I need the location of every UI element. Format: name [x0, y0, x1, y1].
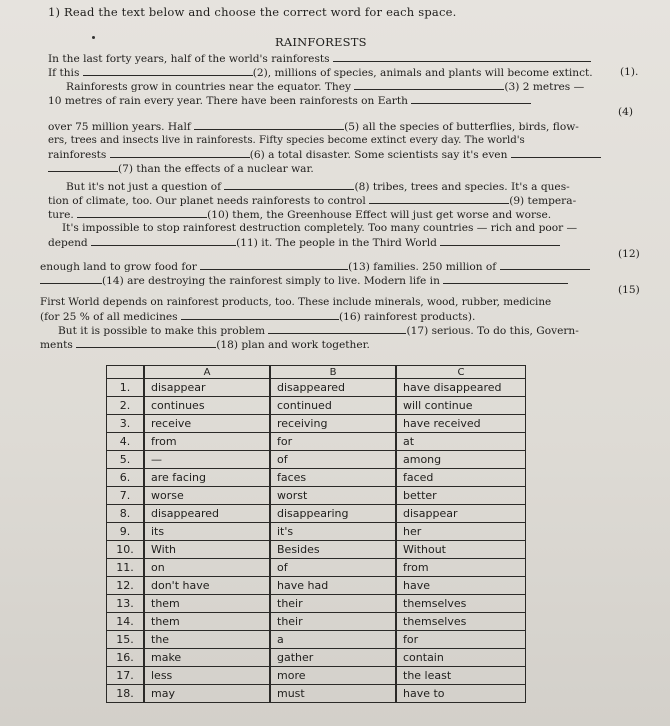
option-a[interactable]: don't have	[144, 577, 270, 595]
option-b[interactable]: disappearing	[270, 505, 396, 523]
answer-blank-15[interactable]	[443, 274, 568, 284]
passage-text: (17) serious. To do this, Govern-	[406, 325, 579, 337]
option-c[interactable]: Without	[396, 541, 526, 559]
answer-blank-16[interactable]	[181, 310, 339, 320]
option-b[interactable]: have had	[270, 577, 396, 595]
option-b[interactable]: of	[270, 451, 396, 469]
row-number: 5.	[107, 451, 145, 469]
row-number: 7.	[107, 487, 145, 505]
passage-text: (2), millions of species, animals and plants will become extinct.	[252, 67, 593, 79]
option-c[interactable]: themselves	[396, 613, 526, 631]
table-row	[107, 523, 526, 541]
answer-blank-10[interactable]	[77, 208, 207, 218]
passage-line	[48, 148, 601, 162]
table-row	[107, 433, 526, 451]
row-number: 1.	[107, 379, 145, 397]
passage-text: If this	[48, 67, 80, 79]
answer-blank-2[interactable]	[83, 66, 253, 76]
option-b[interactable]: Besides	[270, 541, 396, 559]
table-row	[107, 613, 526, 631]
table-row	[107, 685, 526, 703]
option-a[interactable]: continues	[144, 397, 270, 415]
option-b[interactable]: their	[270, 613, 396, 631]
option-a[interactable]: from	[144, 433, 270, 451]
column-a-header: A	[144, 366, 270, 379]
passage-text: (18) plan and work together.	[216, 339, 370, 351]
row-number: 2.	[107, 397, 145, 415]
option-c[interactable]: faced	[396, 469, 526, 487]
option-a[interactable]: the	[144, 631, 270, 649]
answer-blank-7[interactable]	[511, 148, 601, 158]
answer-blank-9[interactable]	[369, 194, 509, 204]
passage-text: (12)	[618, 248, 640, 260]
option-c[interactable]: for	[396, 631, 526, 649]
row-number: 4.	[107, 433, 145, 451]
row-number: 11.	[107, 559, 145, 577]
passage-line	[48, 162, 314, 176]
option-b[interactable]: receiving	[270, 415, 396, 433]
passage-text: (13) families. 250 million of	[348, 261, 497, 273]
row-number: 9.	[107, 523, 145, 541]
passage-text: (14) are destroying the rainforest simply to live. Modern life in	[102, 275, 440, 287]
number-header	[107, 366, 145, 379]
passage-line	[40, 274, 568, 288]
option-c[interactable]: contain	[396, 649, 526, 667]
passage-line	[48, 52, 591, 66]
option-a[interactable]: make	[144, 649, 270, 667]
answer-blank-17[interactable]	[268, 324, 406, 334]
option-b[interactable]: their	[270, 595, 396, 613]
passage-line	[48, 208, 551, 222]
passage-line	[48, 236, 560, 250]
table-header-row	[107, 366, 526, 379]
passage-line	[48, 194, 576, 208]
option-b[interactable]: continued	[270, 397, 396, 415]
row-number: 18.	[107, 685, 145, 703]
option-b[interactable]: disappeared	[270, 379, 396, 397]
pen-mark	[92, 36, 95, 39]
passage-text: ments	[40, 339, 73, 351]
option-c[interactable]: her	[396, 523, 526, 541]
column-b-header: B	[270, 366, 396, 379]
passage-text: enough land to grow food for	[40, 261, 197, 273]
passage-line	[40, 260, 590, 274]
row-number: 8.	[107, 505, 145, 523]
row-number: 6.	[107, 469, 145, 487]
option-a[interactable]: them	[144, 595, 270, 613]
row-number: 17.	[107, 667, 145, 685]
option-a[interactable]: less	[144, 667, 270, 685]
option-a[interactable]: are facing	[144, 469, 270, 487]
passage-text: (10) them, the Greenhouse Effect will just get worse and worse.	[207, 209, 552, 221]
option-c[interactable]: from	[396, 559, 526, 577]
option-c[interactable]: have	[396, 577, 526, 595]
option-b[interactable]: faces	[270, 469, 396, 487]
table-row	[107, 649, 526, 667]
option-c[interactable]: better	[396, 487, 526, 505]
table-row	[107, 505, 526, 523]
option-c[interactable]: disappear	[396, 505, 526, 523]
passage-text: (4)	[618, 106, 634, 118]
passage-text: (1).	[620, 66, 639, 78]
passage-line	[40, 338, 370, 352]
answer-blank-14b[interactable]	[40, 274, 102, 284]
option-b[interactable]: must	[270, 685, 396, 703]
row-number: 12.	[107, 577, 145, 595]
passage-text: (6) a total disaster. Some scientists say it's even	[249, 149, 508, 161]
option-a[interactable]: them	[144, 613, 270, 631]
passage-text: But it's not just a question of	[66, 181, 222, 193]
option-c[interactable]: have to	[396, 685, 526, 703]
table-row	[107, 559, 526, 577]
table-row	[107, 667, 526, 685]
option-b[interactable]: gather	[270, 649, 396, 667]
option-b[interactable]: more	[270, 667, 396, 685]
option-c[interactable]: themselves	[396, 595, 526, 613]
option-a[interactable]: its	[144, 523, 270, 541]
passage-line	[66, 180, 570, 194]
passage-text: (3) 2 metres —	[504, 81, 585, 93]
table-row	[107, 397, 526, 415]
passage-text: 10 metres of rain every year. There have been rainforests on Earth	[48, 95, 408, 107]
passage-line	[48, 66, 593, 80]
answer-blank-5[interactable]	[194, 120, 344, 130]
row-number: 13.	[107, 595, 145, 613]
passage-text: (for 25 % of all medicines	[40, 311, 178, 323]
option-c[interactable]: at	[396, 433, 526, 451]
passage-title: RAINFORESTS	[275, 35, 367, 49]
exercise-heading: 1) Read the text below and choose the correct word for each space.	[48, 5, 457, 19]
passage-text: (8) tribes, trees and species. It's a ques-	[354, 181, 570, 193]
option-a[interactable]: may	[144, 685, 270, 703]
option-c[interactable]: have disappeared	[396, 379, 526, 397]
answer-blank-14[interactable]	[500, 260, 590, 270]
option-a[interactable]: disappear	[144, 379, 270, 397]
answer-blank-11[interactable]	[91, 236, 236, 246]
table-row	[107, 631, 526, 649]
passage-text: rainforests	[48, 149, 107, 161]
passage-text: over 75 million years. Half	[48, 121, 191, 133]
answer-blank-8[interactable]	[224, 180, 354, 190]
row-number: 3.	[107, 415, 145, 433]
option-b[interactable]: of	[270, 559, 396, 577]
option-c[interactable]: will continue	[396, 397, 526, 415]
options-body	[107, 379, 526, 703]
table-row	[107, 577, 526, 595]
option-a[interactable]: With	[144, 541, 270, 559]
passage-text: But it is possible to make this problem	[58, 325, 266, 337]
passage-text: ture.	[48, 209, 74, 221]
answer-blank-18[interactable]	[76, 338, 216, 348]
table-row	[107, 541, 526, 559]
answer-blank-1[interactable]	[333, 52, 591, 62]
table-row	[107, 379, 526, 397]
column-c-header: C	[396, 366, 526, 379]
row-number: 10.	[107, 541, 145, 559]
option-b[interactable]: worst	[270, 487, 396, 505]
passage-text: depend	[48, 237, 88, 249]
option-a[interactable]: receive	[144, 415, 270, 433]
passage-line	[48, 94, 531, 108]
passage-text: ers, trees and insects live in rainforests. Fifty species become extinct every day. The world's	[48, 135, 525, 146]
answer-blank-6[interactable]	[110, 148, 250, 158]
passage-text: (16) rainforest products).	[338, 311, 476, 323]
option-c[interactable]: among	[396, 451, 526, 469]
passage-text: (7) than the effects of a nuclear war.	[118, 163, 314, 175]
passage-text: (5) all the species of butterflies, birds, flow-	[344, 121, 579, 133]
option-a[interactable]: on	[144, 559, 270, 577]
passage-text: (11) it. The people in the Third World	[236, 237, 437, 249]
option-a[interactable]: worse	[144, 487, 270, 505]
passage-text: (15)	[618, 284, 640, 296]
passage-text: Rainforests grow in countries near the equator. They	[66, 81, 352, 93]
passage-line	[48, 120, 579, 134]
table-row	[107, 469, 526, 487]
passage-text: In the last forty years, half of the world's rainforests	[48, 53, 330, 65]
row-number: 15.	[107, 631, 145, 649]
option-b[interactable]: it's	[270, 523, 396, 541]
passage-line	[40, 310, 475, 324]
row-number: 14.	[107, 613, 145, 631]
passage-text: First World depends on rainforest products, too. These include minerals, wood, rubber, medicine	[40, 296, 552, 308]
option-b[interactable]: for	[270, 433, 396, 451]
table-row	[107, 487, 526, 505]
passage-line	[66, 80, 584, 94]
option-b[interactable]: a	[270, 631, 396, 649]
passage-text: tion of climate, too. Our planet needs rainforests to control	[48, 195, 366, 207]
passage-line	[58, 324, 579, 338]
table-row	[107, 451, 526, 469]
row-number: 16.	[107, 649, 145, 667]
option-a[interactable]: disappeared	[144, 505, 270, 523]
answer-options-table	[106, 365, 526, 703]
table-row	[107, 595, 526, 613]
passage-text: (9) tempera-	[509, 195, 577, 207]
option-c[interactable]: have received	[396, 415, 526, 433]
option-a[interactable]: —	[144, 451, 270, 469]
option-c[interactable]: the least	[396, 667, 526, 685]
answer-blank-4[interactable]	[411, 94, 531, 104]
answer-blank-7b[interactable]	[48, 162, 118, 172]
answer-blank-13[interactable]	[200, 260, 348, 270]
table-row	[107, 415, 526, 433]
answer-blank-3[interactable]	[354, 80, 504, 90]
passage-text: It's impossible to stop rainforest destruction completely. Too many countries — rich and poor —	[62, 222, 578, 234]
answer-blank-12[interactable]	[440, 236, 560, 246]
